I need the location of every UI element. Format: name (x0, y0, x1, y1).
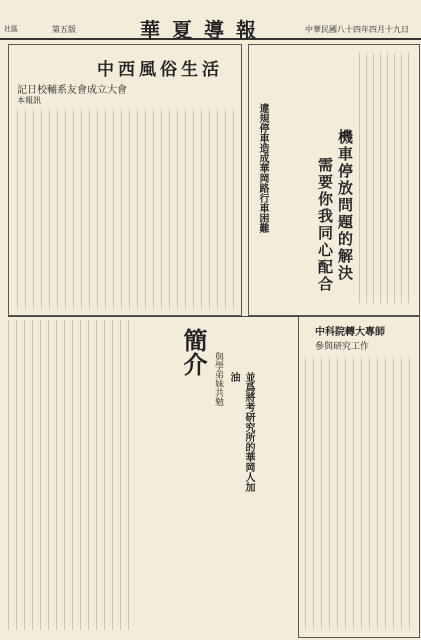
article-body-columns (359, 53, 415, 303)
article-headline-line1: 機車停放問題的解決 (336, 129, 354, 282)
article-subheadline: 參與研究工作 (315, 342, 370, 352)
section-mark: 社區 (4, 25, 18, 33)
article-subheadline: 違規停車造成華岡路行車困難 (257, 103, 268, 233)
article-right-lower (298, 316, 420, 638)
article-subheadline: 與學弟妹共勉 (213, 352, 223, 406)
article-left-upper (8, 44, 242, 316)
article-mid-lower (140, 316, 280, 496)
article-subheadline: 記日校輔系友會成立大會 (17, 85, 127, 96)
article-headline: 中科院轉大專師 (315, 327, 385, 338)
paper-title: 華夏導報 (140, 18, 268, 42)
article-headline: 簡介 (179, 328, 208, 376)
issue-label: 第五版 (52, 25, 76, 34)
article-tagline: 並爲將考研究所的華岡人加油 (228, 372, 254, 492)
article-body-columns (305, 357, 413, 629)
article-right-upper (248, 44, 420, 316)
article-headline-line2: 需要你我同心配合 (316, 157, 334, 293)
issue-date: 中華民國八十四年四月十九日 (305, 25, 409, 34)
article-headline: 中西風俗生活 (97, 60, 223, 80)
article-byline: 本報訊 (17, 96, 41, 105)
article-left-lower-columns (8, 320, 136, 630)
article-body-columns (17, 109, 235, 309)
masthead (0, 0, 421, 40)
